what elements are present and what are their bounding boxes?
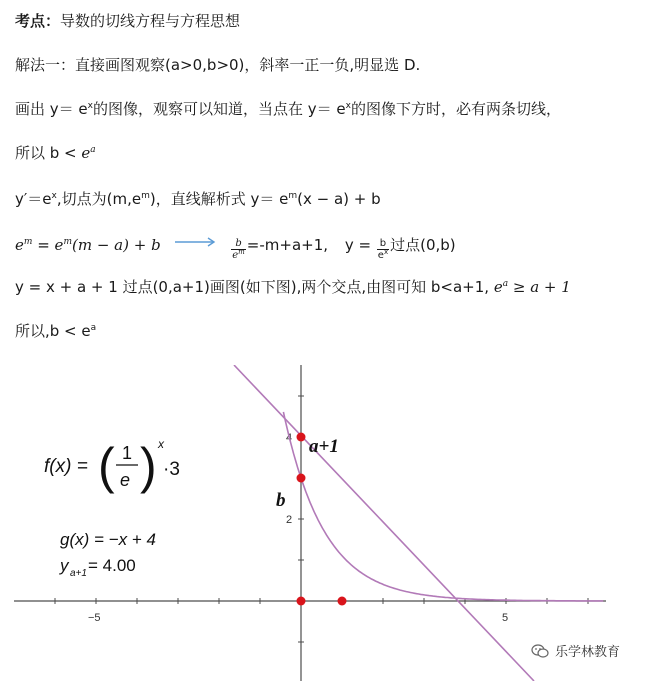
heading-text: 导数的切线方程与方程思想 (60, 12, 241, 30)
watermark-text: 乐学林教育 (555, 645, 621, 660)
paren-left: ( (98, 438, 115, 494)
formula-y-label: y (60, 556, 69, 575)
wechat-icon (531, 643, 549, 659)
eq-after-fraction: 过点(0,b) (390, 236, 456, 254)
fraction-den-base: e (377, 250, 384, 261)
formula-f-label: f(x) = (44, 456, 88, 477)
eq-rhs: (m − a) + b (71, 236, 161, 254)
draw-line-sup: x (87, 101, 93, 111)
fraction-numerator: b (377, 238, 389, 250)
tick-label-y-2: 2 (286, 514, 293, 526)
conclusion-text: 所以 b < (15, 144, 82, 162)
draw-line-sup: x (345, 101, 351, 111)
formula-f-tail: ·3 (163, 459, 180, 480)
fraction-denominator (377, 250, 389, 261)
deriv-part: )，直线解析式 y＝ e (149, 190, 289, 208)
formula-y-value: = 4.00 (88, 556, 136, 575)
draw-line (15, 98, 561, 120)
tick-label-x-neg5: −5 (88, 612, 101, 624)
deriv-part: y′＝e (15, 190, 52, 208)
tick-label-x-5: 5 (502, 612, 509, 624)
deriv-sup: x (51, 191, 57, 201)
formula-f-den: e (120, 470, 131, 490)
conclusion-e: e (81, 144, 91, 162)
conclusion-one (15, 142, 96, 164)
conclusion-sup: a (90, 323, 97, 333)
tick-label-y-4: 4 (286, 432, 293, 444)
formula-g: g(x) = −x + 4 (60, 530, 156, 549)
heading (15, 10, 240, 32)
draw-line-part: 画出 y＝ e (15, 100, 88, 118)
arrow-right-icon (175, 231, 217, 253)
fraction-b-over-ex (377, 238, 389, 261)
eq-after-fraction: =-m+a+1, (246, 236, 329, 254)
fraction-den-sup: m (238, 248, 245, 256)
point-b (297, 474, 306, 483)
point-origin (297, 597, 306, 606)
deriv-part: (x − a) + b (297, 190, 381, 208)
line-eq-rest: ≥ a + 1 (508, 278, 571, 296)
label-b: b (276, 490, 286, 511)
eq-e: e (15, 236, 24, 254)
eq-y: y = (344, 236, 376, 254)
equation-line (15, 231, 456, 261)
label-a-plus-1: a+1 (309, 436, 339, 457)
fraction-den-base: e (232, 250, 239, 261)
deriv-sup: m (288, 191, 298, 201)
watermark (531, 641, 620, 660)
heading-label: 考点： (15, 12, 61, 30)
conclusion-two (15, 320, 96, 342)
eq-sup: m (23, 237, 33, 247)
paren-right: ) (140, 438, 157, 494)
eq-e: e (54, 236, 64, 254)
formula-f-exp: x (158, 437, 164, 451)
conclusion-sup: a (90, 145, 96, 155)
fraction-numerator: b (231, 238, 246, 250)
conclusion-text: 所以,b < e (15, 322, 91, 340)
draw-line-part: 的图像下方时，必有两条切线， (350, 100, 561, 118)
deriv-sup: m (141, 191, 150, 201)
point-a-plus-1 (297, 433, 306, 442)
point-x-one (338, 597, 347, 606)
derivative-line (15, 188, 381, 210)
line-equation (15, 276, 571, 298)
fraction-den-sup: x (383, 248, 389, 256)
method-one: 解法一：直接画图观察(a>0,b>0)，斜率一正一负,明显选 D. (15, 56, 421, 74)
formula-f-num: 1 (122, 443, 133, 463)
fraction-b-over-em (231, 238, 246, 261)
formula-y-sub: a+1 (70, 568, 87, 579)
function-graph (0, 365, 657, 681)
line-eq-e: e (493, 278, 503, 296)
draw-line-part: 的图像，观察可以知道，当点在 y＝ e (92, 100, 346, 118)
eq-sup: m (63, 237, 72, 247)
fraction-denominator (231, 250, 246, 261)
line-eq-sup: a (502, 279, 509, 289)
deriv-part: ,切点为(m,e (56, 190, 142, 208)
line-eq-text: y = x + a + 1 过点(0,a+1)画图(如下图),两个交点,由图可知 b<a+1, (15, 278, 490, 296)
eq-equals: = (32, 236, 55, 254)
